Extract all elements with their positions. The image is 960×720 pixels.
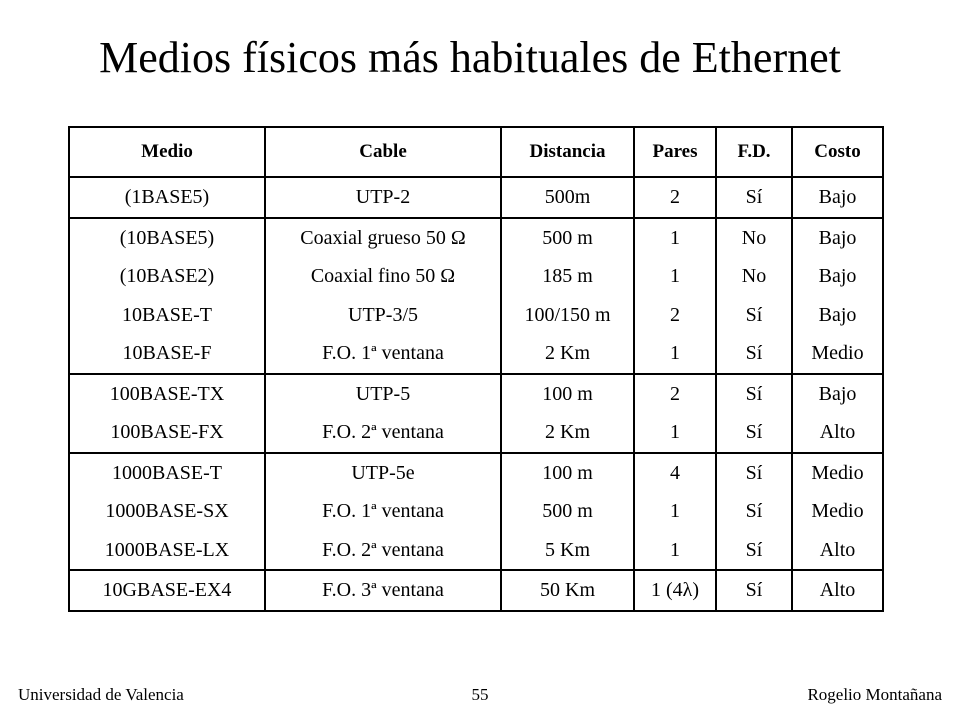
cell-line: Alto — [819, 538, 856, 561]
cell-line: Sí — [745, 421, 763, 443]
cell-line: 500 m — [542, 226, 593, 249]
cell-line: Bajo — [818, 186, 857, 208]
cell-line: 1 — [670, 342, 680, 364]
cell-line: F.O. 3ª ventana — [322, 579, 444, 601]
cell-line: 2 — [670, 186, 680, 208]
table-cell-fd — [716, 218, 792, 374]
table-cell-distancia — [501, 453, 634, 571]
cell-line: (1BASE5) — [124, 186, 210, 208]
cell-line: UTP-2 — [355, 186, 411, 208]
cell-line: F.O. 1ª ventana — [322, 500, 444, 522]
cell-line: 500 m — [542, 500, 593, 522]
cell-line: 1000BASE-LX — [104, 538, 230, 561]
cell-line: Medio — [811, 461, 864, 484]
ethernet-media-table — [68, 126, 884, 612]
cell-line: Coaxial grueso 50 Ω — [300, 226, 466, 249]
cell-line: UTP-5 — [355, 382, 411, 405]
cell-line: 1 — [670, 421, 680, 443]
table-cell-medio — [69, 218, 265, 374]
slide-title: Medios físicos más habituales de Ethernet — [99, 33, 841, 82]
cell-line: 1000BASE-SX — [105, 500, 229, 522]
cell-line: 50 Km — [540, 579, 595, 601]
table-body — [69, 177, 883, 611]
table-row-group — [69, 570, 883, 611]
column-header-medio: Medio — [69, 127, 265, 177]
table-cell-pares — [634, 177, 716, 218]
column-header-costo: Costo — [792, 127, 883, 177]
table-row-group — [69, 374, 883, 453]
table-cell-fd — [716, 453, 792, 571]
cell-line: 10BASE-T — [122, 303, 212, 326]
cell-line: 10GBASE-EX4 — [102, 579, 232, 601]
table-cell-costo — [792, 218, 883, 374]
cell-line: Alto — [819, 579, 856, 601]
cell-line: (10BASE2) — [119, 265, 215, 287]
cell-line: Sí — [745, 303, 763, 326]
table-row-group — [69, 218, 883, 374]
table-cell-pares — [634, 570, 716, 611]
cell-line: Medio — [811, 500, 864, 522]
cell-line: F.O. 1ª ventana — [322, 342, 444, 364]
table-row-group — [69, 177, 883, 218]
column-header-cable: Cable — [265, 127, 501, 177]
cell-line: Medio — [811, 342, 864, 364]
cell-line: 1 (4λ) — [650, 579, 700, 601]
footer-page-number: 55 — [471, 685, 489, 704]
cell-line: Bajo — [818, 265, 857, 287]
cell-line: 2 — [670, 382, 680, 405]
cell-line: 2 Km — [545, 421, 590, 443]
cell-line: 2 Km — [545, 342, 590, 364]
table-cell-medio — [69, 374, 265, 453]
cell-line: F.O. 2ª ventana — [322, 421, 444, 443]
cell-line: 100BASE-FX — [110, 421, 224, 443]
table-cell-medio — [69, 453, 265, 571]
cell-line: UTP-5e — [351, 461, 415, 484]
table-cell-distancia — [501, 374, 634, 453]
cell-line: 1 — [670, 226, 680, 249]
cell-line: 100BASE-TX — [109, 382, 225, 405]
cell-line: 2 — [670, 303, 680, 326]
cell-line: 100/150 m — [524, 303, 611, 326]
cell-line: Bajo — [818, 226, 857, 249]
cell-line: 10BASE-F — [122, 342, 212, 364]
cell-line: Sí — [745, 461, 763, 484]
table-cell-costo — [792, 570, 883, 611]
table-cell-fd — [716, 374, 792, 453]
table-cell-cable — [265, 374, 501, 453]
cell-line: (10BASE5) — [119, 226, 215, 249]
table-cell-distancia — [501, 218, 634, 374]
table-cell-pares — [634, 218, 716, 374]
cell-line: 100 m — [542, 382, 593, 405]
table-row-group — [69, 453, 883, 571]
cell-line: UTP-3/5 — [348, 303, 418, 326]
cell-line: F.O. 2ª ventana — [322, 538, 444, 561]
cell-line: 1 — [670, 500, 680, 522]
table-cell-distancia — [501, 570, 634, 611]
cell-line: 5 Km — [545, 538, 590, 561]
cell-line: Sí — [745, 342, 763, 364]
table-cell-pares — [634, 453, 716, 571]
cell-line: 1 — [670, 265, 680, 287]
table-cell-cable — [265, 570, 501, 611]
cell-line: Alto — [819, 421, 856, 443]
cell-line: 4 — [670, 461, 680, 484]
cell-line: Sí — [745, 382, 763, 405]
cell-line: 1000BASE-T — [112, 461, 222, 484]
footer-author: Rogelio Montañana — [807, 685, 942, 704]
table-cell-cable — [265, 453, 501, 571]
table-header-row — [69, 127, 883, 177]
footer-institution: Universidad de Valencia — [18, 685, 184, 704]
cell-line: 500m — [544, 186, 591, 208]
table-cell-fd — [716, 570, 792, 611]
cell-line: Bajo — [818, 382, 857, 405]
cell-line: No — [741, 265, 767, 287]
column-header-pares: Pares — [634, 127, 716, 177]
cell-line: 185 m — [542, 265, 593, 287]
table-cell-medio — [69, 177, 265, 218]
table-cell-cable — [265, 218, 501, 374]
cell-line: Sí — [745, 500, 763, 522]
cell-line: Sí — [745, 538, 763, 561]
cell-line: 1 — [670, 538, 680, 561]
cell-line: Coaxial fino 50 Ω — [310, 265, 456, 287]
table-cell-fd — [716, 177, 792, 218]
table-cell-distancia — [501, 177, 634, 218]
table-cell-costo — [792, 453, 883, 571]
cell-line: Bajo — [818, 303, 857, 326]
table-cell-costo — [792, 374, 883, 453]
column-header-fd: F.D. — [716, 127, 792, 177]
table-cell-pares — [634, 374, 716, 453]
table-cell-costo — [792, 177, 883, 218]
cell-line: Sí — [745, 186, 763, 208]
cell-line: No — [741, 226, 767, 249]
table-cell-medio — [69, 570, 265, 611]
cell-line: Sí — [745, 579, 763, 601]
cell-line: 100 m — [542, 461, 593, 484]
column-header-distancia: Distancia — [501, 127, 634, 177]
table-cell-cable — [265, 177, 501, 218]
